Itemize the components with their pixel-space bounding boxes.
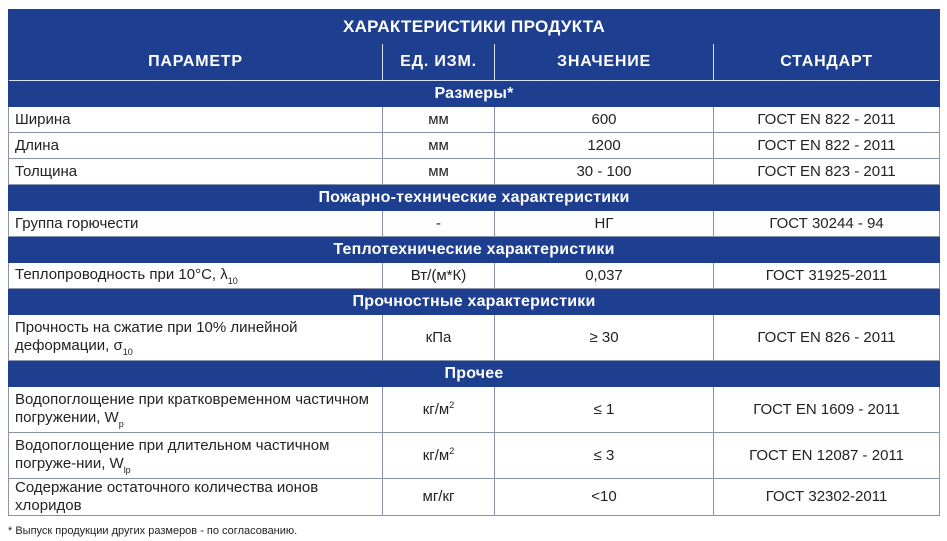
unit-text: Вт/(м*К) xyxy=(410,266,467,284)
parameter-name: Водопоглощение при длительном частичном погруже-нии, W xyxy=(15,437,330,472)
parameter-name: Содержание остаточного количества ионов хлоридов xyxy=(15,479,319,514)
standard-cell: ГОСТ EN 822 - 2011 xyxy=(714,133,940,159)
unit-cell xyxy=(383,263,495,289)
footnote: * Выпуск продукции других размеров - по согласованию. xyxy=(8,525,298,537)
section-header-row xyxy=(9,81,940,107)
value-cell: ≤ 1 xyxy=(495,387,714,433)
unit-cell xyxy=(383,107,495,133)
table-row xyxy=(9,433,940,479)
unit-text: мг/кг xyxy=(422,488,455,505)
parameter-cell xyxy=(9,315,383,361)
unit-cell xyxy=(383,133,495,159)
section-title: Пожарно-технические характеристики xyxy=(9,185,940,211)
product-characteristics-table-wrapper xyxy=(8,9,939,516)
value-cell: ≤ 3 xyxy=(495,433,714,479)
unit-cell xyxy=(383,387,495,433)
standard-cell: ГОСТ EN 823 - 2011 xyxy=(714,159,940,185)
standard-cell: ГОСТ EN 822 - 2011 xyxy=(714,107,940,133)
unit-text: - xyxy=(436,214,441,232)
unit-text: кг/м xyxy=(422,446,450,464)
unit-text: мм xyxy=(428,162,449,180)
parameter-cell xyxy=(9,107,383,133)
parameter-cell xyxy=(9,479,383,516)
column-header-parameter: ПАРАМЕТР xyxy=(9,44,383,81)
unit-text: кг/м xyxy=(422,400,450,418)
section-header-row xyxy=(9,237,940,263)
standard-cell: ГОСТ EN 1609 - 2011 xyxy=(714,387,940,433)
value-cell: 600 xyxy=(495,107,714,133)
parameter-cell xyxy=(9,433,383,479)
parameter-cell xyxy=(9,211,383,237)
parameter-cell xyxy=(9,387,383,433)
parameter-name: Группа горючести xyxy=(15,214,139,232)
parameter-subscript: 10 xyxy=(227,276,238,286)
column-header-value: ЗНАЧЕНИЕ xyxy=(495,44,714,81)
parameter-name: Толщина xyxy=(15,162,78,180)
standard-cell: ГОСТ EN 826 - 2011 xyxy=(714,315,940,361)
unit-cell xyxy=(383,315,495,361)
column-header-unit: ЕД. ИЗМ. xyxy=(383,44,495,81)
parameter-name: Прочность на сжатие при 10% линейной деформации, σ xyxy=(15,319,298,354)
parameter-name: Ширина xyxy=(15,110,71,128)
section-title: Теплотехнические характеристики xyxy=(9,237,940,263)
value-cell: 1200 xyxy=(495,133,714,159)
section-title: Прочностные характеристики xyxy=(9,289,940,315)
standard-cell: ГОСТ 31925-2011 xyxy=(714,263,940,289)
parameter-name: Длина xyxy=(15,136,59,154)
value-cell: НГ xyxy=(495,211,714,237)
section-title: Прочее xyxy=(9,361,940,387)
table-row xyxy=(9,387,940,433)
table-row xyxy=(9,107,940,133)
table-body xyxy=(9,81,940,516)
parameter-cell xyxy=(9,159,383,185)
standard-cell: ГОСТ EN 12087 - 2011 xyxy=(714,433,940,479)
standard-cell: ГОСТ 32302-2011 xyxy=(714,479,940,516)
table-row xyxy=(9,159,940,185)
table-title: ХАРАКТЕРИСТИКИ ПРОДУКТА xyxy=(9,10,940,44)
table-row xyxy=(9,263,940,289)
standard-cell: ГОСТ 30244 - 94 xyxy=(714,211,940,237)
product-characteristics-table xyxy=(8,9,940,516)
parameter-cell xyxy=(9,263,383,289)
value-cell: 30 - 100 xyxy=(495,159,714,185)
unit-text: мм xyxy=(428,110,449,128)
unit-superscript: 2 xyxy=(449,399,455,410)
table-row xyxy=(9,211,940,237)
parameter-subscript: 10 xyxy=(122,347,133,357)
unit-text: кПа xyxy=(425,328,452,346)
parameter-name: Теплопроводность при 10°С, λ xyxy=(15,266,228,283)
value-cell: ≥ 30 xyxy=(495,315,714,361)
unit-cell xyxy=(383,211,495,237)
column-header-row xyxy=(9,44,940,81)
table-row xyxy=(9,315,940,361)
unit-cell xyxy=(383,479,495,516)
parameter-cell xyxy=(9,133,383,159)
value-cell: <10 xyxy=(495,479,714,516)
parameter-name: Водопоглощение при кратковременном частичном погружении, W xyxy=(15,391,369,426)
unit-cell xyxy=(383,159,495,185)
section-header-row xyxy=(9,185,940,211)
section-title: Размеры* xyxy=(9,81,940,107)
parameter-subscript: lp xyxy=(123,465,131,475)
section-header-row xyxy=(9,289,940,315)
table-row xyxy=(9,479,940,516)
parameter-subscript: p xyxy=(118,419,124,429)
table-row xyxy=(9,133,940,159)
unit-superscript: 2 xyxy=(449,445,455,456)
section-header-row xyxy=(9,361,940,387)
unit-cell xyxy=(383,433,495,479)
column-header-standard: СТАНДАРТ xyxy=(714,44,940,81)
value-cell: 0,037 xyxy=(495,263,714,289)
unit-text: мм xyxy=(428,136,449,154)
